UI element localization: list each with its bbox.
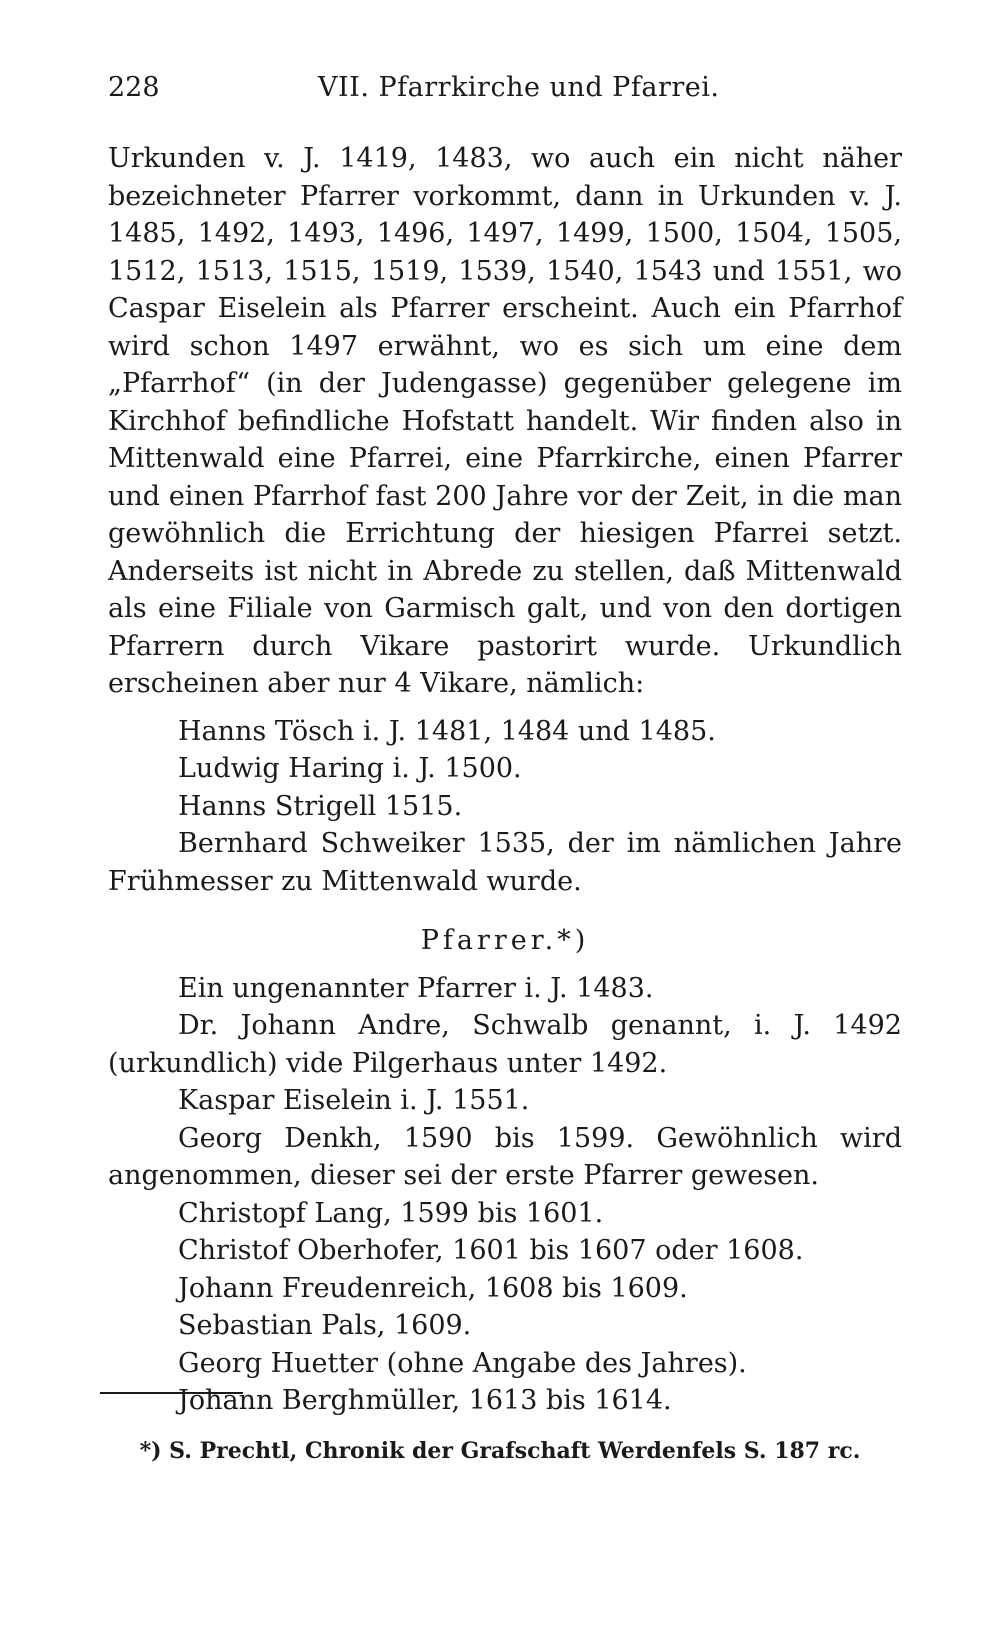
vikare-list xyxy=(108,713,902,901)
pfarrer-entry: Kaspar Eiselein i. J. 1551. xyxy=(178,1085,530,1116)
pfarrer-entry: Johann Berghmüller, 1613 bis 1614. xyxy=(178,1385,672,1416)
vikar-entry: Hanns Tösch i. J. 1481, 1484 und 1485. xyxy=(178,715,716,747)
pfarrer-entry: Dr. Johann Andre, Schwalb genannt, i. J. 1492 (urkundlich) vide Pilgerhaus unter 1492. xyxy=(108,1010,902,1079)
pfarrer-entry: Georg Denkh, 1590 bis 1599. Gewöhnlich wird angenommen, dieser sei der erste Pfarrer gewesen. xyxy=(108,1122,902,1191)
footnote: *) S. Prechtl, Chronik der Grafschaft Werdenfels S. 187 rc. xyxy=(139,1438,861,1464)
pfarrer-entry: Christopf Lang, 1599 bis 1601. xyxy=(178,1197,604,1229)
pfarrer-entry: Christof Oberhofer, 1601 bis 1607 oder 1608. xyxy=(178,1235,804,1266)
vikar-entry: Ludwig Haring i. J. 1500. xyxy=(178,753,522,784)
vikar-entry: Bernhard Schweiker 1535, der im nämlichen Jahre Frühmesser zu Mittenwald wurde. xyxy=(108,828,902,897)
pfarrer-heading: Pfarrer.*) xyxy=(420,925,590,956)
vikar-entry: Hanns Strigell 1515. xyxy=(178,790,463,822)
pfarrer-list xyxy=(108,970,902,1420)
running-title: VII. Pfarrkirche und Pfarrei. xyxy=(318,72,720,103)
body-text xyxy=(108,140,902,1420)
footnote-divider xyxy=(100,1392,243,1394)
intro-paragraph: Urkunden v. J. 1419, 1483, wo auch ein nicht näher bezeichneter Pfarrer vorkommt, dann in Urkunden v. J. 1485, 1492, 1493, 1496, 1497, 1499, 1500, 1504, 1505, 1512, 1513, 1515, 1519, 1539, 1540, 1543 und 1551, wo Caspar Eiselein als Pfarrer erscheint. Auch ein Pfarrhof wird schon 1497 erwähnt, wo es sich um eine dem „Pfarrhof“ (in der Judengasse) gegenüber gelegene im Kirchhof befindliche Hofstatt handelt. Wir finden also in Mittenwald eine Pfarrei, eine Pfarrkirche, einen Pfarrer und einen Pfarrhof fast 200 Jahre vor der Zeit, in die man gewöhnlich die Errichtung der hiesigen Pfarrei setzt. Anderseits ist nicht in Abrede zu stellen, daß Mittenwald als eine Filiale von Garmisch galt, und von den dortigen Pfarrern durch Vikare pastorirt wurde. Urkundlich erscheinen aber nur 4 Vikare, nämlich: xyxy=(108,143,902,699)
pfarrer-entry: Sebastian Pals, 1609. xyxy=(178,1310,472,1341)
pfarrer-entry: Georg Huetter (ohne Angabe des Jahres). xyxy=(178,1347,747,1379)
page-header xyxy=(108,72,880,103)
pfarrer-entry: Johann Freudenreich, 1608 bis 1609. xyxy=(178,1272,688,1304)
pfarrer-entry: Ein ungenannter Pfarrer i. J. 1483. xyxy=(178,972,654,1004)
page-number: 228 xyxy=(108,72,160,103)
